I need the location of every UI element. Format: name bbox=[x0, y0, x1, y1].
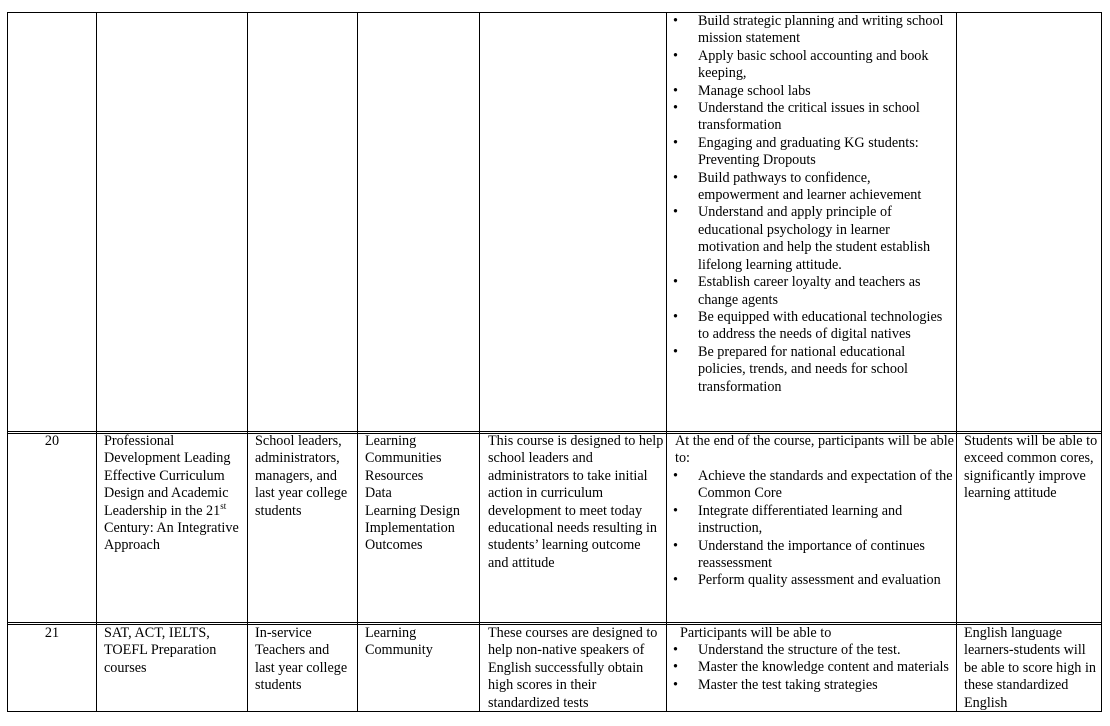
outcome-item: • Engaging and graduating KG students: Preventing Dropouts bbox=[668, 135, 953, 170]
expected-impact: English language learners-students will be able to score high in these standardized English bbox=[964, 625, 1096, 711]
outcome-item: • Build strategic planning and writing school mission statement bbox=[668, 13, 953, 48]
grid-line bbox=[247, 12, 248, 712]
target-audience: School leaders, administrators, managers, and last year college students bbox=[255, 433, 348, 519]
target-audience: In-service Teachers and last year college students bbox=[255, 625, 348, 694]
standard-item: Outcomes bbox=[365, 537, 423, 554]
continuation-outcomes-list bbox=[668, 13, 953, 396]
row21-outcomes-list bbox=[668, 642, 953, 694]
grid-line bbox=[7, 431, 1102, 432]
standard-item: Implementation bbox=[365, 520, 455, 537]
outcome-item: • Build pathways to confidence, empowerment and learner achievement bbox=[668, 170, 953, 205]
grid-line bbox=[7, 12, 8, 712]
outcomes-intro: Participants will be able to bbox=[680, 625, 832, 641]
outcome-item: • Master the knowledge content and materials bbox=[668, 659, 953, 676]
outcome-item: • Establish career loyalty and teachers as change agents bbox=[668, 274, 953, 309]
grid-line bbox=[1101, 12, 1102, 712]
course-title: SAT, ACT, IELTS, TOEFL Preparation courses bbox=[104, 625, 217, 676]
course-description: This course is designed to help school leaders and administrators to take initial action in curriculum development to meet today educational needs resulting in students’ learning outcome and attitude bbox=[488, 433, 664, 571]
outcome-item: • Be equipped with educational technologies to address the needs of digital natives bbox=[668, 309, 953, 344]
outcome-item: • Manage school labs bbox=[668, 83, 953, 100]
grid-line bbox=[666, 12, 667, 712]
grid-line bbox=[7, 622, 1102, 623]
outcome-item: • Perform quality assessment and evaluation bbox=[668, 572, 953, 589]
outcome-item: • Understand the structure of the test. bbox=[668, 642, 953, 659]
course-title: Professional Development Leading Effective Curriculum Design and Academic Leadership in the 21st Century: An Integrative Approach bbox=[104, 433, 239, 554]
grid-line bbox=[956, 12, 957, 712]
course-description: These courses are designed to help non-native speakers of English successfully obtain high scores in their standardized tests bbox=[488, 625, 658, 711]
outcome-item: • Understand and apply principle of educational psychology in learner motivation and help the student establish lifelong learning attitude. bbox=[668, 204, 953, 274]
standard-item: Learning Communities bbox=[365, 433, 442, 467]
outcome-item: • Achieve the standards and expectation of the Common Core bbox=[668, 468, 953, 503]
row-number: 21 bbox=[44, 625, 60, 641]
outcome-item: • Understand the importance of continues reassessment bbox=[668, 538, 953, 573]
outcome-item: • Understand the critical issues in school transformation bbox=[668, 100, 953, 135]
standard-item: Data bbox=[365, 485, 392, 502]
outcome-item: • Master the test taking strategies bbox=[668, 677, 953, 694]
outcome-item: • Integrate differentiated learning and instruction, bbox=[668, 503, 953, 538]
outcome-item: • Be prepared for national educational policies, trends, and needs for school transformation bbox=[668, 344, 953, 396]
standard-item: Learning Design bbox=[365, 502, 460, 519]
grid-line bbox=[479, 12, 480, 712]
outcomes-intro: At the end of the course, participants will be able to: bbox=[675, 433, 954, 467]
standards-list bbox=[365, 625, 477, 660]
grid-line bbox=[96, 12, 97, 712]
outcome-item: • Apply basic school accounting and book keeping, bbox=[668, 48, 953, 83]
standard-item: Resources bbox=[365, 467, 424, 484]
row-number: 20 bbox=[44, 433, 60, 449]
standard-item: Learning Community bbox=[365, 625, 433, 659]
grid-line bbox=[357, 12, 358, 712]
standards-list bbox=[365, 433, 477, 555]
row20-outcomes-list bbox=[668, 468, 953, 590]
expected-impact: Students will be able to exceed common cores, significantly improve learning attitude bbox=[964, 433, 1098, 502]
